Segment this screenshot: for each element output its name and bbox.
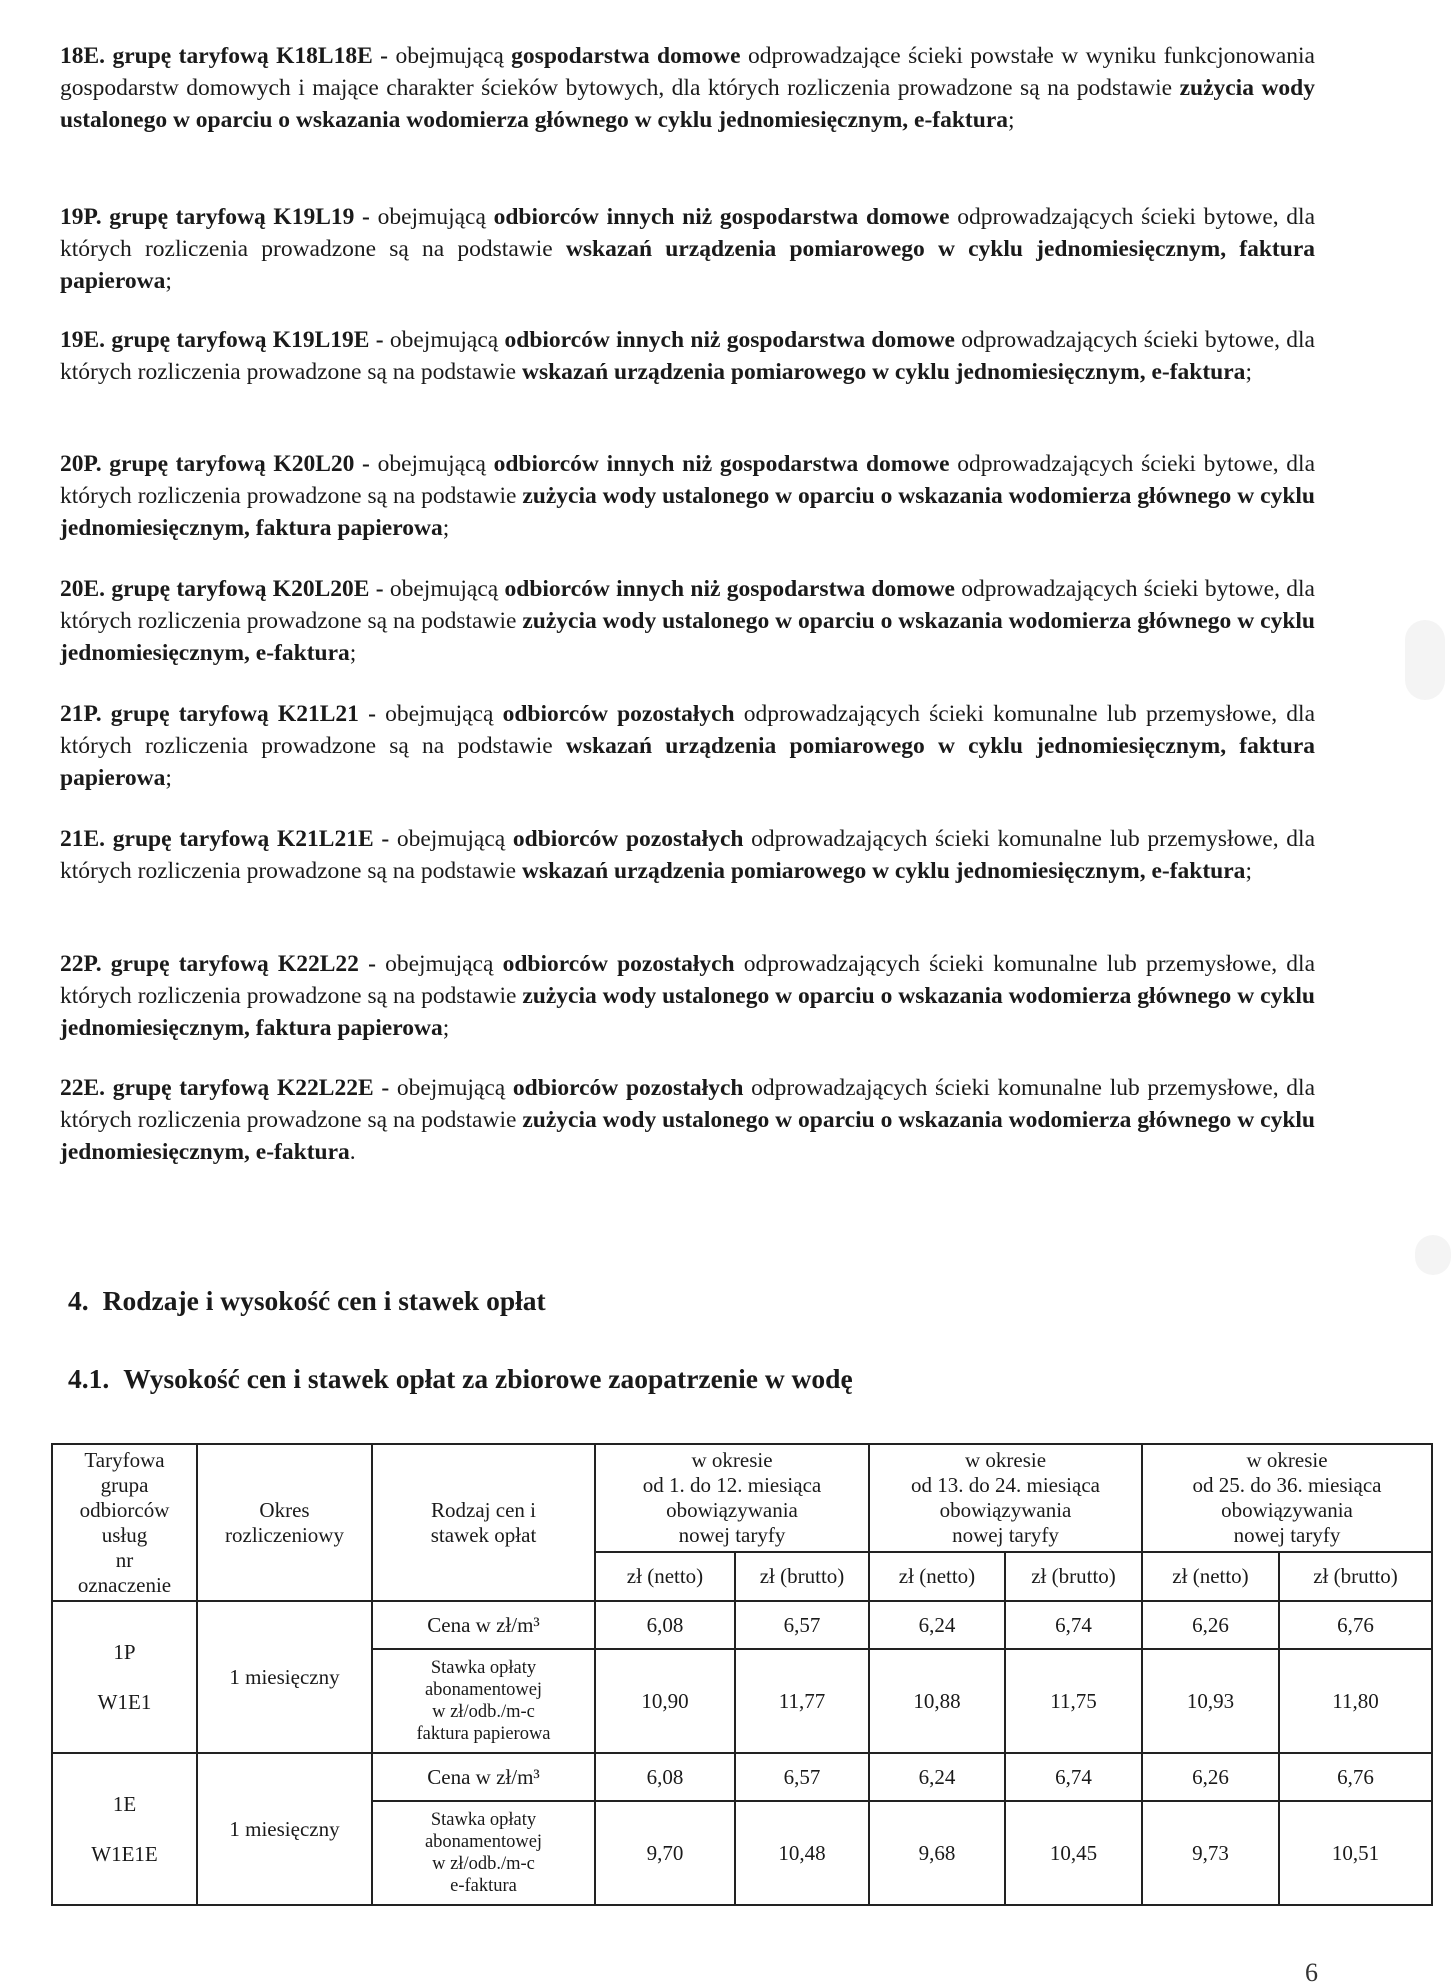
text-run: ; — [1245, 858, 1252, 884]
header-netto: zł (netto) — [869, 1552, 1005, 1601]
header-period-line: od 13. do 24. miesiąca — [911, 1473, 1100, 1497]
bold-text-run: wskazań urządzenia pomiarowego w cyklu jednomiesięcznym, faktura papierowa — [60, 236, 1316, 294]
text-run: ; — [349, 640, 357, 666]
price-value: 6,76 — [1279, 1601, 1432, 1649]
tariff-group-paragraph — [60, 448, 1315, 544]
header-period-line: w okresie — [1246, 1448, 1328, 1472]
header-price-type — [372, 1444, 595, 1601]
bold-text-run: odbiorców pozostałych — [502, 951, 735, 977]
price-value: 9,68 — [869, 1801, 1005, 1905]
price-value: 10,51 — [1279, 1801, 1432, 1905]
text-run: obejmującą — [396, 826, 513, 852]
price-type-label-line: w zł/odb./m-c — [432, 1702, 535, 1722]
bold-text-run: 20P. grupę taryfową K20L20 - — [60, 451, 378, 477]
price-type-label-line: e-faktura — [450, 1876, 517, 1896]
tariff-group-paragraph — [60, 40, 1315, 136]
text-run: odprowadzających ścieki bytowe, dla których rozliczenia prowadzone są na podstawie — [60, 451, 1316, 509]
bold-text-run: zużycia wody ustalonego w oparciu o wskazania wodomierza głównego w cyklu jednomiesięcznym, e-faktura — [60, 608, 1315, 666]
text-run: obejmującą — [396, 1075, 513, 1101]
bold-text-run: odbiorców innych niż gospodarstwa domowe — [504, 576, 955, 602]
text-run: odprowadzających ścieki bytowe, dla których rozliczenia prowadzone są na podstawie — [60, 204, 1316, 262]
header-period — [869, 1444, 1142, 1552]
bold-text-run: odbiorców pozostałych — [502, 701, 735, 727]
price-value: 6,24 — [869, 1753, 1005, 1801]
bold-text-run: wskazań urządzenia pomiarowego w cyklu jednomiesięcznym, e-faktura — [521, 858, 1246, 884]
text-run: ; — [165, 765, 172, 791]
text-run: odprowadzających ścieki komunalne lub przemysłowe, dla których rozliczenia prowadzone są na podstawie — [60, 951, 1316, 1009]
header-price-type-line: stawek opłat — [430, 1522, 537, 1547]
price-type-label-line: Cena w zł/m³ — [427, 1612, 540, 1637]
price-value: 10,90 — [595, 1649, 735, 1753]
price-type-label-line: Stawka opłaty — [430, 1658, 537, 1678]
tariff-group-paragraph — [60, 698, 1315, 794]
text-run: obejmującą — [389, 327, 505, 353]
header-tariff-group-line: nr — [115, 1547, 134, 1572]
table-row — [52, 1601, 1432, 1649]
billing-period: 1 miesięczny — [197, 1753, 372, 1905]
table-row — [52, 1753, 1432, 1801]
price-value: 6,57 — [735, 1753, 869, 1801]
header-period — [595, 1444, 869, 1552]
header-netto: zł (netto) — [1142, 1552, 1279, 1601]
price-value: 6,74 — [1005, 1753, 1142, 1801]
price-value: 11,77 — [735, 1649, 869, 1753]
text-run: obejmującą — [395, 43, 512, 69]
text-run: obejmującą — [389, 576, 505, 602]
price-type-label — [372, 1601, 595, 1649]
group-code: 1P — [113, 1639, 136, 1664]
bold-text-run: odbiorców innych niż gospodarstwa domowe — [504, 327, 955, 353]
price-type-label-line: Stawka opłaty — [430, 1810, 537, 1830]
price-type-label-line: Cena w zł/m³ — [427, 1764, 540, 1789]
bold-text-run: zużycia wody ustalonego w oparciu o wskazania wodomierza głównego w cyklu jednomiesięcznym, e-faktura — [60, 1107, 1315, 1165]
header-period-line: obowiązywania — [939, 1498, 1072, 1522]
bold-text-run: 18E. grupę taryfową K18L18E - — [60, 43, 396, 69]
scan-edge-mark — [1405, 620, 1445, 700]
price-type-label — [372, 1801, 595, 1905]
price-value: 6,08 — [595, 1753, 735, 1801]
header-tariff-group-line: Taryfowa — [84, 1447, 165, 1472]
tariff-group-code — [52, 1753, 197, 1905]
price-value: 11,75 — [1005, 1649, 1142, 1753]
subsection-number: 4.1. — [68, 1363, 110, 1394]
price-value: 6,26 — [1142, 1753, 1279, 1801]
text-run: odprowadzających ścieki bytowe, dla których rozliczenia prowadzone są na podstawie — [60, 576, 1315, 634]
bold-text-run: gospodarstwa domowe — [511, 43, 741, 69]
text-run: ; — [1008, 107, 1015, 133]
header-period-line: nowej taryfy — [1233, 1523, 1341, 1547]
bold-text-run: 19E. grupę taryfową K19L19E - — [60, 327, 390, 353]
price-value: 9,73 — [1142, 1801, 1279, 1905]
price-value: 11,80 — [1279, 1649, 1432, 1753]
price-type-label-line: abonamentowej — [424, 1832, 543, 1852]
price-type-label-line: faktura papierowa — [416, 1724, 551, 1744]
table-header-row — [52, 1444, 1432, 1552]
price-value: 6,08 — [595, 1601, 735, 1649]
text-run: odprowadzających ścieki komunalne lub przemysłowe, dla których rozliczenia prowadzone są na podstawie — [60, 826, 1316, 884]
header-tariff-group-line: grupa — [100, 1472, 149, 1497]
price-type-label — [372, 1649, 595, 1753]
price-type-label-line: w zł/odb./m-c — [432, 1854, 535, 1874]
section-title: Rodzaje i wysokość cen i stawek opłat — [102, 1285, 546, 1316]
bold-text-run: 22E. grupę taryfową K22L22E - — [60, 1075, 397, 1101]
subsection-title: Wysokość cen i stawek opłat za zbiorowe zaopatrzenie w wodę — [123, 1363, 853, 1394]
water-tariff-table — [51, 1443, 1433, 1906]
header-period-line: od 25. do 36. miesiąca — [1192, 1473, 1382, 1497]
header-period-line: w okresie — [964, 1448, 1047, 1472]
price-value: 6,57 — [735, 1601, 869, 1649]
text-run: obejmującą — [385, 951, 503, 977]
price-value: 6,24 — [869, 1601, 1005, 1649]
text-run: odprowadzające ścieki powstałe w wyniku funkcjonowania gospodarstw domowych i mające charakter ścieków bytowych, dla których rozliczenia prowadzone są na podstawie — [60, 43, 1315, 101]
section-number: 4. — [68, 1285, 89, 1316]
tariff-group-paragraph — [60, 201, 1315, 297]
price-value: 10,45 — [1005, 1801, 1142, 1905]
header-billing-period-line: rozliczeniowy — [225, 1522, 344, 1547]
header-billing-period — [197, 1444, 372, 1601]
bold-text-run: zużycia wody ustalonego w oparciu o wskazania wodomierza głównego w cyklu jednomiesięcznym, e-faktura — [60, 75, 1315, 133]
header-period-line: nowej taryfy — [952, 1523, 1059, 1547]
price-value: 6,26 — [1142, 1601, 1279, 1649]
header-period-line: obowiązywania — [666, 1498, 798, 1522]
text-run: obejmującą — [377, 451, 494, 477]
bold-text-run: odbiorców innych niż gospodarstwa domowe — [493, 451, 950, 477]
text-run: obejmującą — [377, 204, 494, 230]
subsection-heading — [68, 1362, 853, 1396]
tariff-group-paragraph — [60, 573, 1315, 669]
header-price-type-line: Rodzaj cen i — [431, 1497, 536, 1522]
text-run: odprowadzających ścieki komunalne lub przemysłowe, dla których rozliczenia prowadzone są na podstawie — [60, 1075, 1316, 1133]
bold-text-run: odbiorców innych niż gospodarstwa domowe — [493, 204, 950, 230]
group-code-secondary: W1E1 — [97, 1689, 152, 1714]
header-tariff-group-line: usług — [101, 1522, 148, 1547]
bold-text-run: odbiorców pozostałych — [512, 1075, 744, 1101]
header-billing-period-line: Okres — [259, 1497, 310, 1522]
tariff-group-paragraph — [60, 948, 1315, 1044]
bold-text-run: 21E. grupę taryfową K21L21E - — [60, 826, 397, 852]
section-heading — [68, 1284, 546, 1318]
price-type-label-line: abonamentowej — [424, 1680, 543, 1700]
header-tariff-group — [52, 1444, 197, 1601]
text-run: ; — [442, 515, 450, 541]
header-brutto: zł (brutto) — [735, 1552, 869, 1601]
scan-edge-mark — [1415, 1235, 1451, 1275]
billing-period: 1 miesięczny — [197, 1601, 372, 1753]
header-period-line: obowiązywania — [1221, 1498, 1353, 1522]
group-code-secondary: W1E1E — [91, 1841, 158, 1866]
price-type-label — [372, 1753, 595, 1801]
text-run: obejmującą — [385, 701, 503, 727]
bold-text-run: wskazań urządzenia pomiarowego w cyklu jednomiesięcznym, faktura papierowa — [60, 733, 1316, 791]
header-brutto: zł (brutto) — [1279, 1552, 1432, 1601]
text-run: ; — [442, 1015, 450, 1041]
header-tariff-group-line: odbiorców — [79, 1497, 170, 1522]
tariff-group-paragraph — [60, 823, 1315, 887]
text-run: odprowadzających ścieki bytowe, dla których rozliczenia prowadzone są na podstawie — [60, 327, 1315, 385]
price-value: 10,88 — [869, 1649, 1005, 1753]
price-value: 6,76 — [1279, 1753, 1432, 1801]
page-number-mark: 6 — [1305, 1958, 1318, 1987]
bold-text-run: zużycia wody ustalonego w oparciu o wskazania wodomierza głównego w cyklu jednomiesięcznym, faktura papierowa — [60, 983, 1315, 1041]
tariff-group-code — [52, 1601, 197, 1753]
text-run: ; — [1245, 359, 1252, 385]
price-value: 6,74 — [1005, 1601, 1142, 1649]
text-run: ; — [165, 268, 172, 294]
bold-text-run: 22P. grupę taryfową K22L22 - — [60, 951, 386, 977]
bold-text-run: wskazań urządzenia pomiarowego w cyklu jednomiesięcznym, e-faktura — [521, 359, 1246, 385]
header-period-line: od 1. do 12. miesiąca — [642, 1473, 822, 1497]
header-period-line: nowej taryfy — [678, 1523, 786, 1547]
bold-text-run: zużycia wody ustalonego w oparciu o wskazania wodomierza głównego w cyklu jednomiesięcznym, faktura papierowa — [60, 483, 1315, 541]
bold-text-run: 21P. grupę taryfową K21L21 - — [60, 701, 386, 727]
price-value: 9,70 — [595, 1801, 735, 1905]
bold-text-run: 20E. grupę taryfową K20L20E - — [60, 576, 390, 602]
text-run: . — [349, 1139, 356, 1165]
header-netto: zł (netto) — [595, 1552, 735, 1601]
group-code: 1E — [112, 1791, 137, 1816]
text-run: odprowadzających ścieki komunalne lub przemysłowe, dla których rozliczenia prowadzone są na podstawie — [60, 701, 1316, 759]
header-period — [1142, 1444, 1432, 1552]
tariff-group-paragraph — [60, 1072, 1315, 1168]
header-period-line: w okresie — [691, 1448, 773, 1472]
price-value: 10,48 — [735, 1801, 869, 1905]
tariff-group-paragraph — [60, 324, 1315, 388]
bold-text-run: odbiorców pozostałych — [512, 826, 744, 852]
price-value: 10,93 — [1142, 1649, 1279, 1753]
bold-text-run: 19P. grupę taryfową K19L19 - — [60, 204, 378, 230]
header-brutto: zł (brutto) — [1005, 1552, 1142, 1601]
header-tariff-group-line: oznaczenie — [77, 1572, 172, 1597]
